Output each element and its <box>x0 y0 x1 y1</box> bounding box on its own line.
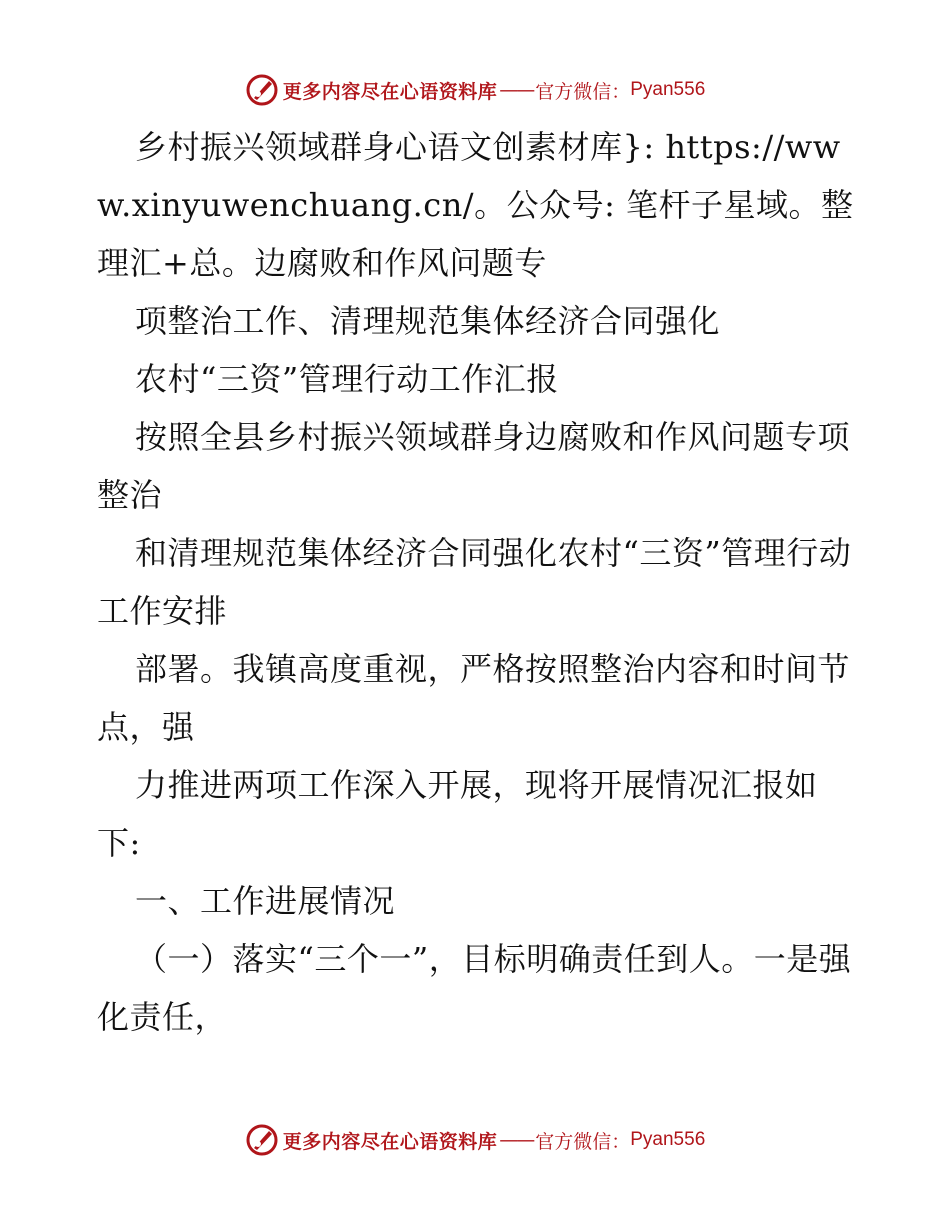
paragraph: 项整治工作、清理规范集体经济合同强化 <box>135 302 721 340</box>
paragraph: 部署。我镇高度重视，严格按照整治内容和时间节点，强 <box>97 650 851 746</box>
brush-seal-icon <box>245 73 279 107</box>
paragraph: 按照全县乡村振兴领域群身边腐败和作风问题专项整治 <box>97 418 851 514</box>
watermark-label: 官方微信： <box>535 80 631 103</box>
paragraph: 乡村振兴领域群身心语文创素材库}: https://www.xinyuwenchuang.cn/。公众号: 笔杆子星域。整理汇+总。边腐败和作风问题专 <box>97 128 854 282</box>
watermark-brand: 更多内容尽在心语资料库 <box>282 80 498 103</box>
watermark-dash: —— <box>499 1129 534 1151</box>
paragraph: 力推进两项工作深入开展，现将开展情况汇报如下: <box>97 766 818 862</box>
watermark-label: 官方微信： <box>535 1130 631 1153</box>
footer-watermark <box>0 1120 950 1160</box>
watermark-dash: —— <box>499 79 534 101</box>
header-watermark <box>0 70 950 110</box>
watermark-brand: 更多内容尽在心语资料库 <box>282 1130 498 1153</box>
paragraph: 农村“三资”管理行动工作汇报 <box>135 360 559 398</box>
paragraph: （一）落实“三个一”，目标明确责任到人。一是强化责任， <box>97 940 852 1036</box>
paragraph: 和清理规范集体经济合同强化农村“三资”管理行动工作安排 <box>97 534 852 630</box>
document-body <box>97 118 857 1046</box>
brush-seal-icon <box>245 1123 279 1157</box>
watermark-account: Pyan556 <box>630 1129 706 1150</box>
watermark-account: Pyan556 <box>630 79 706 100</box>
section-heading: 一、工作进展情况 <box>135 882 396 920</box>
